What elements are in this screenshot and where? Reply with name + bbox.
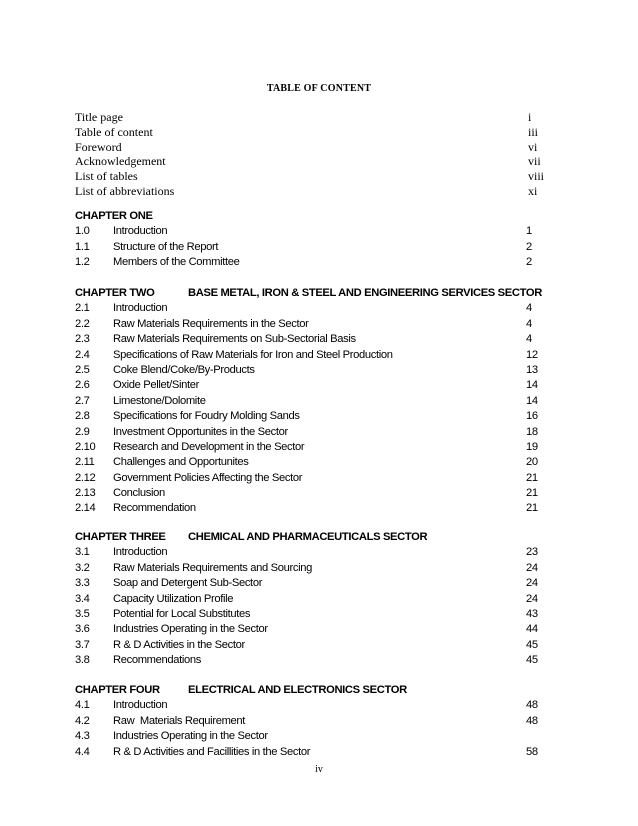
entry-number: 3.2: [75, 561, 90, 574]
front-matter-item: [75, 184, 545, 199]
toc-entry: [75, 592, 545, 607]
entry-title: Introduction: [113, 225, 168, 238]
entry-page: 23: [526, 546, 538, 559]
entry-number: 2.4: [75, 348, 90, 361]
front-matter-list: [75, 110, 545, 199]
entry-title: Introduction: [113, 546, 168, 559]
entry-number: 2.11: [75, 456, 95, 469]
entry-title: R & D Activities in the Sector: [113, 638, 245, 651]
toc-entry: [75, 440, 545, 455]
toc-entry: [75, 332, 545, 347]
chapter-name: CHAPTER FOUR: [75, 684, 160, 696]
entry-title: Industries Operating in the Sector: [113, 623, 268, 636]
entry-title: Introduction: [113, 302, 168, 315]
entry-title: List of abbreviations: [75, 183, 175, 198]
entry-number: 3.3: [75, 577, 90, 590]
front-matter-item: [75, 125, 545, 140]
entry-title: Raw Materials Requirements and Sourcing: [113, 561, 313, 574]
entry-number: 2.12: [75, 471, 96, 484]
chapter-heading: [75, 530, 545, 545]
entry-title: Foreword: [75, 139, 122, 154]
entry-page: 14: [526, 379, 538, 392]
entry-number: 4.1: [75, 699, 90, 712]
entry-title: Industries Operating in the Sector: [113, 730, 268, 743]
entry-number: 2.3: [75, 333, 90, 346]
toc-entry: [75, 545, 545, 560]
entry-number: 2.5: [75, 363, 90, 376]
entry-number: 2.1: [75, 302, 90, 315]
entry-number: 2.2: [75, 317, 90, 330]
toc-entry: [75, 224, 545, 239]
entry-title: Research and Development in the Sector: [113, 440, 305, 453]
entry-number: 2.8: [75, 410, 90, 423]
entry-title: Investment Opportunites in the Sector: [113, 425, 288, 438]
toc-entry: [75, 622, 545, 637]
chapter-subtitle: CHEMICAL AND PHARMACEUTICALS SECTOR: [188, 531, 428, 543]
entry-page: 48: [526, 714, 538, 727]
toc-entry: [75, 714, 545, 729]
entry-page: 43: [526, 607, 538, 620]
entry-title: Oxide Pellet/Sinter: [113, 379, 200, 392]
toc-entry: [75, 745, 545, 760]
toc-entry: [75, 576, 545, 591]
entry-number: 3.4: [75, 592, 90, 605]
entry-number: 3.1: [75, 546, 90, 559]
entry-title: Government Policies Affecting the Sector: [113, 471, 303, 484]
entry-page: 20: [526, 456, 538, 469]
toc-entry: [75, 394, 545, 409]
entry-number: 4.2: [75, 714, 90, 727]
toc-entry: [75, 729, 545, 744]
entry-number: 3.6: [75, 623, 90, 636]
entry-page: 4: [526, 317, 532, 330]
entry-page: 21: [526, 487, 538, 500]
entry-title: Members of the Committee: [113, 256, 240, 269]
toc-entry: [75, 363, 545, 378]
entry-title: Recommendation: [113, 502, 196, 515]
entry-page: 16: [526, 410, 538, 423]
entry-page: 24: [526, 561, 538, 574]
entry-number: 2.10: [75, 440, 96, 453]
entry-number: 1.0: [75, 225, 90, 238]
entry-title: Challenges and Opportunites: [113, 456, 249, 469]
entry-title: Potential for Local Substitutes: [113, 607, 251, 620]
chapter-four-section: [75, 683, 545, 760]
entry-title: Title page: [75, 110, 123, 124]
toc-entry: [75, 301, 545, 316]
entry-page: i: [528, 110, 532, 124]
entry-page: 24: [526, 577, 538, 590]
entry-title: Coke Blend/Coke/By-Products: [113, 363, 255, 376]
entry-page: 24: [526, 592, 538, 605]
chapter-heading: [75, 286, 545, 301]
entry-title: Soap and Detergent Sub-Sector: [113, 577, 263, 590]
entry-title: Acknowledgement: [75, 154, 166, 169]
chapter-name: CHAPTER ONE: [75, 210, 153, 222]
chapter-one-section: [75, 209, 545, 271]
toc-entry: [75, 348, 545, 363]
entry-page: 1: [526, 225, 532, 238]
entry-page: 13: [526, 363, 538, 376]
entry-page: vii: [528, 154, 541, 169]
entry-page: 12: [526, 348, 538, 361]
entry-title: Specifications of Raw Materials for Iron and Steel Production: [113, 348, 393, 361]
entry-title: Limestone/Dolomite: [113, 394, 206, 407]
entry-page: viii: [528, 169, 545, 184]
entry-page: vi: [528, 139, 538, 154]
entry-title: List of tables: [75, 169, 138, 184]
entry-page: 14: [526, 394, 538, 407]
entry-number: 3.7: [75, 638, 90, 651]
front-matter-item: [75, 154, 545, 169]
entry-page: xi: [528, 183, 538, 198]
chapter-two-section: [75, 286, 545, 517]
entry-page: 2: [526, 240, 532, 253]
toc-entry: [75, 425, 545, 440]
entry-page: 21: [526, 471, 538, 484]
front-matter-item: [75, 140, 545, 155]
entry-page: 45: [526, 638, 538, 651]
toc-entry: [75, 455, 545, 470]
chapter-three-section: [75, 530, 545, 669]
toc-entry: [75, 255, 545, 270]
entry-number: 2.13: [75, 487, 96, 500]
toc-entry: [75, 653, 545, 668]
toc-entry: [75, 638, 545, 653]
entry-title: Conclusion: [113, 487, 165, 500]
entry-title: Raw Materials Requirement: [113, 714, 246, 727]
entry-number: 1.2: [75, 256, 90, 269]
entry-page: iii: [528, 124, 539, 139]
entry-number: 2.6: [75, 379, 90, 392]
entry-title: Introduction: [113, 699, 168, 712]
entry-number: 4.4: [75, 745, 90, 758]
entry-number: 2.14: [75, 502, 96, 515]
entry-title: Raw Materials Requirements in the Sector: [113, 317, 309, 330]
entry-number: 1.1: [75, 240, 90, 253]
chapter-subtitle: ELECTRICAL AND ELECTRONICS SECTOR: [188, 684, 407, 696]
toc-entry: [75, 240, 545, 255]
entry-number: 3.8: [75, 654, 90, 667]
entry-title: Specifications for Foudry Molding Sands: [113, 410, 300, 423]
entry-page: 18: [526, 425, 538, 438]
toc-entry: [75, 378, 545, 393]
chapter-heading: [75, 209, 545, 224]
page-title: TABLE OF CONTENT: [266, 83, 372, 94]
entry-number: 4.3: [75, 730, 90, 743]
page-number: iv: [315, 764, 323, 775]
chapter-heading: [75, 683, 545, 698]
front-matter-item: [75, 110, 545, 125]
entry-page: 19: [526, 440, 538, 453]
toc-entry: [75, 486, 545, 501]
entry-title: Capacity Utilization Profile: [113, 592, 234, 605]
toc-entry: [75, 501, 545, 516]
toc-entry: [75, 471, 545, 486]
chapter-subtitle: BASE METAL, IRON & STEEL AND ENGINEERING SERVICES SECTOR: [188, 287, 542, 299]
chapter-name: CHAPTER THREE: [75, 531, 166, 543]
entry-page: 45: [526, 654, 538, 667]
front-matter-item: [75, 169, 545, 184]
entry-page: 21: [526, 502, 538, 515]
entry-page: 44: [526, 623, 538, 636]
entry-title: Structure of the Report: [113, 240, 219, 253]
entry-title: Raw Materials Requirements on Sub-Sectorial Basis: [113, 333, 356, 346]
toc-entry: [75, 561, 545, 576]
toc-entry: [75, 698, 545, 713]
entry-title: Table of content: [75, 124, 153, 139]
entry-page: 58: [526, 745, 538, 758]
toc-entry: [75, 409, 545, 424]
toc-entry: [75, 607, 545, 622]
entry-page: 2: [526, 256, 532, 269]
entry-number: 2.7: [75, 394, 90, 407]
entry-page: 48: [526, 699, 538, 712]
entry-page: 4: [526, 333, 532, 346]
entry-number: 3.5: [75, 607, 90, 620]
entry-page: 4: [526, 302, 532, 315]
toc-entry: [75, 317, 545, 332]
entry-number: 2.9: [75, 425, 90, 438]
chapter-name: CHAPTER TWO: [75, 287, 155, 299]
entry-title: Recommendations: [113, 654, 202, 667]
entry-title: R & D Activities and Facillities in the Sector: [113, 745, 311, 758]
